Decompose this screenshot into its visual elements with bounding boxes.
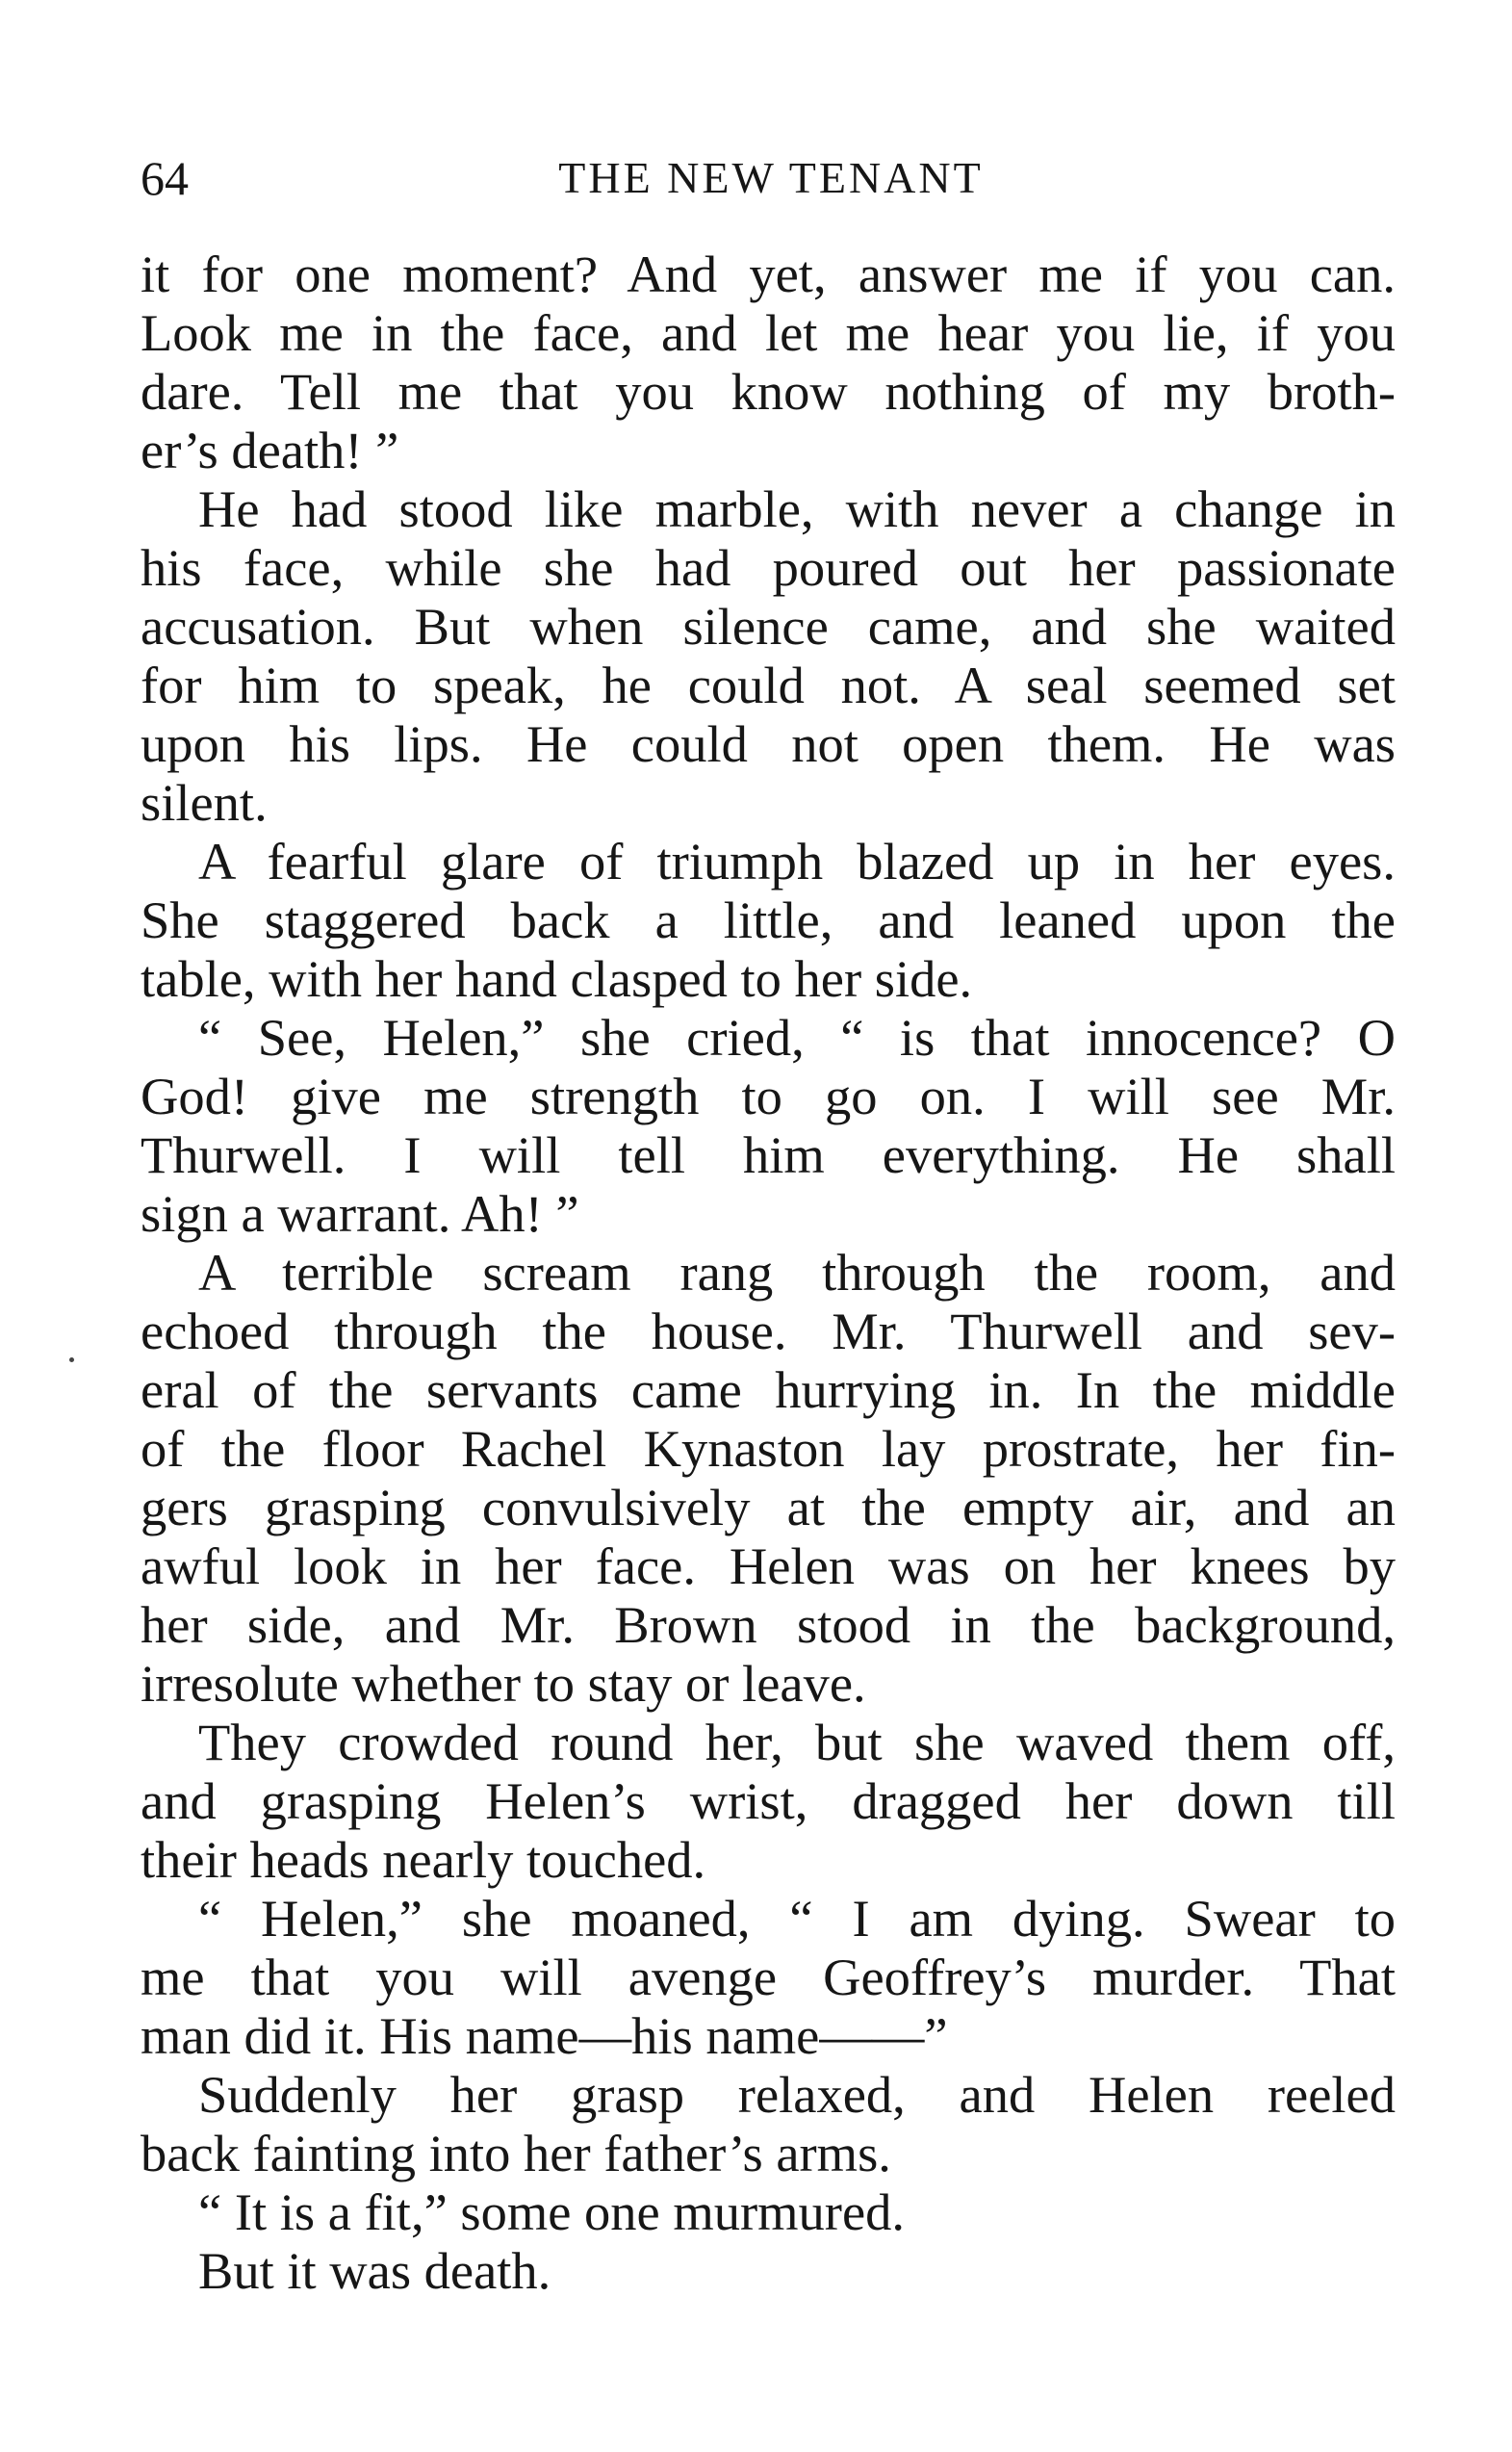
text-line: her side, and Mr. Brown stood in the background, xyxy=(141,1595,1396,1654)
text-line: for him to speak, he could not. A seal seemed set xyxy=(141,656,1396,714)
text-line: eral of the servants came hurrying in. In the middle xyxy=(141,1360,1396,1419)
text-line: “ Helen,” she moaned, “ I am dying. Swear to xyxy=(198,1889,1396,1948)
text-line: accusation. But when silence came, and she waited xyxy=(141,597,1396,656)
text-line: upon his lips. He could not open them. He was xyxy=(141,714,1396,773)
text-line: me that you will avenge Geoffrey’s murder. That xyxy=(141,1948,1396,2006)
page-number: 64 xyxy=(141,151,189,205)
text-line: er’s death! ” xyxy=(141,421,399,479)
text-line: echoed through the house. Mr. Thurwell and sev- xyxy=(141,1302,1396,1360)
text-line: gers grasping convulsively at the empty air, and an xyxy=(141,1478,1396,1536)
text-line: “ See, Helen,” she cried, “ is that innocence? O xyxy=(198,1008,1396,1067)
text-line: sign a warrant. Ah! ” xyxy=(141,1184,579,1243)
text-line: man did it. His name—his name——” xyxy=(141,2006,948,2065)
text-line: They crowded round her, but she waved them off, xyxy=(198,1713,1396,1771)
text-line: But it was death. xyxy=(198,2241,551,2300)
text-line: dare. Tell me that you know nothing of my broth- xyxy=(141,362,1396,421)
text-line: God! give me strength to go on. I will see Mr. xyxy=(141,1067,1396,1125)
text-line: his face, while she had poured out her passionate xyxy=(141,538,1396,597)
text-line: table, with her hand clasped to her side. xyxy=(141,949,973,1008)
text-line: Suddenly her grasp relaxed, and Helen reeled xyxy=(198,2065,1396,2124)
text-line: He had stood like marble, with never a change in xyxy=(198,479,1396,538)
text-line: back fainting into her father’s arms. xyxy=(141,2124,891,2182)
text-line: of the floor Rachel Kynaston lay prostrate, her fin- xyxy=(141,1419,1396,1478)
text-line: awful look in her face. Helen was on her knees by xyxy=(141,1536,1396,1595)
running-title: THE NEW TENANT xyxy=(558,153,984,202)
text-line: “ It is a fit,” some one murmured. xyxy=(198,2182,906,2241)
text-line: irresolute whether to stay or leave. xyxy=(141,1654,866,1713)
text-line: their heads nearly touched. xyxy=(141,1830,706,1889)
running-head xyxy=(141,144,1401,212)
text-line: Thurwell. I will tell him everything. He shall xyxy=(141,1125,1396,1184)
ink-speck xyxy=(69,1357,74,1362)
text-line: and grasping Helen’s wrist, dragged her down till xyxy=(141,1771,1396,1830)
body-text xyxy=(141,245,1396,2300)
text-line: silent. xyxy=(141,773,268,832)
text-line: A terrible scream rang through the room, and xyxy=(198,1243,1396,1302)
text-line: A fearful glare of triumph blazed up in her eyes. xyxy=(198,832,1396,890)
text-line: it for one moment? And yet, answer me if you can. xyxy=(141,245,1396,303)
text-line: She staggered back a little, and leaned upon the xyxy=(141,890,1396,949)
text-line: Look me in the face, and let me hear you lie, if you xyxy=(141,303,1396,362)
